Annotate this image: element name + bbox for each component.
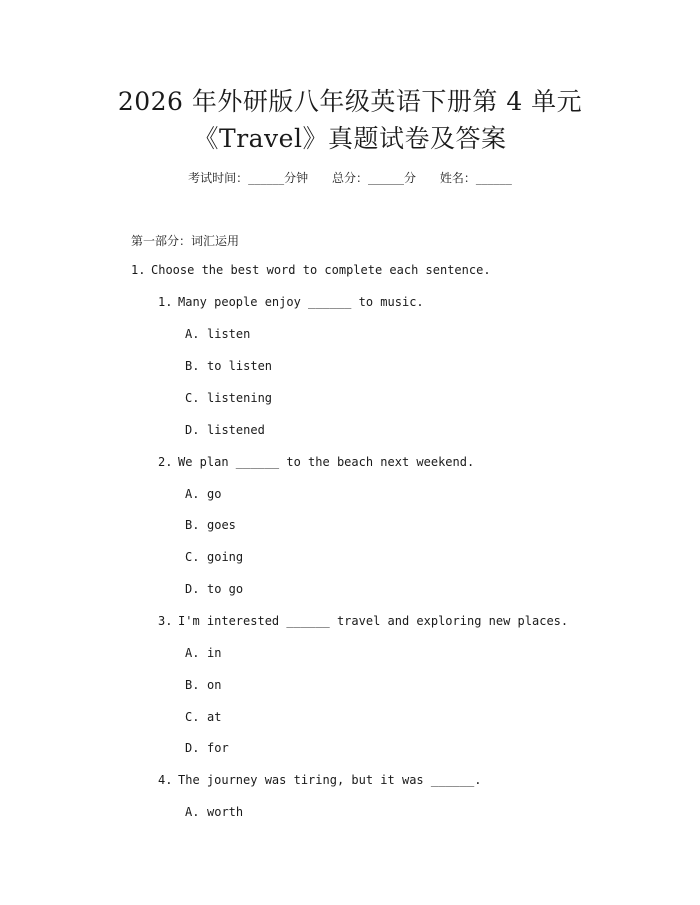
option-text: listening (207, 391, 273, 405)
option (185, 805, 243, 819)
question-number: 2. (158, 455, 173, 469)
option-text: goes (207, 518, 236, 532)
option-text: to listen (207, 359, 273, 373)
exam-time: 考试时间：______分钟 (188, 171, 309, 185)
option (185, 518, 236, 532)
option (185, 487, 221, 501)
option-label: D. (185, 741, 200, 755)
question-text: The journey was tiring, but it was ______. (178, 773, 482, 787)
option (185, 327, 250, 341)
question-text: Many people enjoy ______ to music. (178, 295, 424, 309)
document-title-line-2: 《Travel》真题试卷及答案 (193, 124, 507, 153)
question-text: We plan ______ to the beach next weekend. (178, 455, 475, 469)
option (185, 582, 243, 596)
question (158, 773, 481, 787)
option-label: B. (185, 518, 200, 532)
option-text: at (207, 710, 222, 724)
option-label: B. (185, 359, 200, 373)
question-number: 3. (158, 614, 173, 628)
option (185, 741, 229, 755)
option (185, 359, 272, 373)
option-label: D. (185, 423, 200, 437)
question (158, 614, 568, 628)
option-text: go (207, 487, 222, 501)
part-instruction-text: Choose the best word to complete each sentence. (151, 263, 491, 277)
part-number: 1. (131, 263, 146, 277)
question-number: 1. (158, 295, 173, 309)
option-label: A. (185, 646, 200, 660)
option-label: A. (185, 327, 200, 341)
option (185, 646, 221, 660)
option (185, 710, 221, 724)
option (185, 678, 221, 692)
option-label: C. (185, 710, 200, 724)
option-text: listen (207, 327, 251, 341)
option-text: for (207, 741, 229, 755)
option-text: to go (207, 582, 244, 596)
option-text: listened (207, 423, 265, 437)
option-text: in (207, 646, 222, 660)
exam-name: 姓名：______ (439, 171, 512, 185)
document-title-line-1: 2026 年外研版八年级英语下册第 4 单元 (117, 87, 583, 116)
option-label: D. (185, 582, 200, 596)
option (185, 423, 265, 437)
option-label: A. (185, 805, 200, 819)
option-label: B. (185, 678, 200, 692)
section-heading: 第一部分：词汇运用 (131, 234, 240, 248)
option-label: A. (185, 487, 200, 501)
option-text: worth (207, 805, 244, 819)
option-text: going (207, 550, 244, 564)
question-number: 4. (158, 773, 173, 787)
question-text: I'm interested ______ travel and exploring new places. (178, 614, 569, 628)
part-instruction (131, 263, 491, 277)
option-label: C. (185, 391, 200, 405)
question (158, 295, 424, 309)
exam-score: 总分：______分 (331, 171, 416, 185)
question (158, 455, 474, 469)
option-text: on (207, 678, 222, 692)
option-label: C. (185, 550, 200, 564)
option (185, 550, 243, 564)
option (185, 391, 272, 405)
exam-meta (0, 169, 700, 186)
